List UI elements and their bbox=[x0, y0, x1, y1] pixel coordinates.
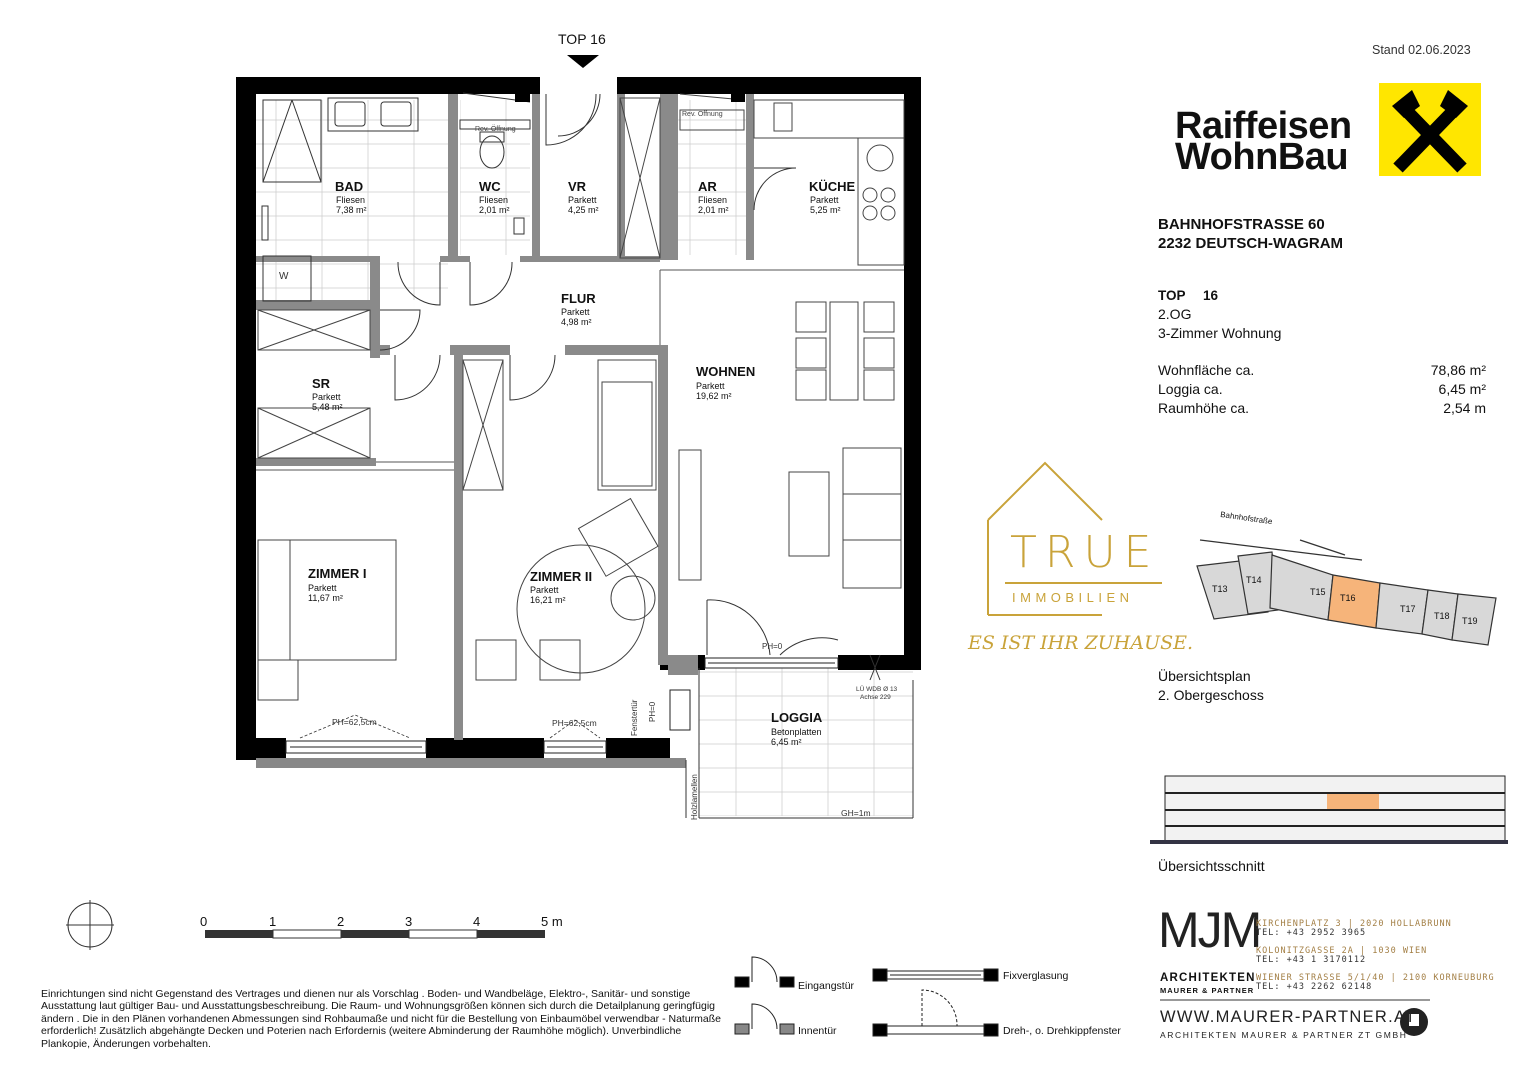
scale-tick-3: 3 bbox=[405, 914, 413, 929]
room-zimmer2-area: 16,21 m² bbox=[530, 595, 566, 605]
room-kueche-area: 5,25 m² bbox=[810, 205, 841, 215]
legend-symbols bbox=[735, 957, 998, 1036]
room-wohnen-name: WOHNEN bbox=[696, 364, 756, 379]
architect-tel-2: TEL: +43 1 3170112 bbox=[1256, 955, 1367, 965]
room-zimmer1-name: ZIMMER I bbox=[308, 566, 367, 581]
washer-label: W bbox=[279, 271, 289, 282]
architect-addr-1: KIRCHENPLATZ 3 | 2020 HOLLABRUNN bbox=[1256, 919, 1452, 929]
architect-addr-2: KOLONITZGASSE 2A | 1030 WIEN bbox=[1256, 946, 1428, 956]
room-vr-name: VR bbox=[568, 179, 587, 194]
scale-tick-5: 5 m bbox=[541, 914, 563, 929]
address-city: 2232 DEUTSCH-WAGRAM bbox=[1158, 235, 1344, 252]
room-zimmer2-floor: Parkett bbox=[530, 585, 559, 595]
unit-top-number: 16 bbox=[1203, 288, 1219, 303]
true-logo-sub: IMMOBILIEN bbox=[1012, 590, 1134, 605]
overview-unit-t14: T14 bbox=[1246, 575, 1262, 585]
room-wc-name: WC bbox=[479, 179, 501, 194]
architect-addr-3: WIENER STRASSE 5/1/40 | 2100 KORNEUBURG bbox=[1256, 973, 1495, 983]
room-bad-floor: Fliesen bbox=[336, 195, 366, 205]
overview-caption-1: Übersichtsplan bbox=[1158, 668, 1251, 684]
room-sr-area: 5,48 m² bbox=[312, 402, 343, 412]
overview-unit-t17: T17 bbox=[1400, 604, 1416, 614]
rev-opening-wc: Rev. Öffnung bbox=[475, 126, 516, 133]
zimmer1-bed bbox=[258, 540, 396, 700]
gh-label: GH=1m bbox=[841, 808, 871, 818]
unit-type: 3-Zimmer Wohnung bbox=[1158, 325, 1282, 341]
room-zimmer1-area: 11,67 m² bbox=[308, 593, 343, 603]
axis-note-1: LÜ WDB Ø 13 bbox=[856, 686, 898, 693]
room-kueche-name: KÜCHE bbox=[809, 179, 856, 194]
overview-unit-t19: T19 bbox=[1462, 616, 1478, 626]
room-wc-area: 2,01 m² bbox=[479, 205, 510, 215]
architect-tel-3: TEL: +43 2262 62148 bbox=[1256, 982, 1373, 992]
overview-street-label: Bahnhofstraße bbox=[1219, 510, 1273, 527]
holzlamellen-label: Holzlamellen bbox=[690, 774, 699, 820]
overview-unit-t15: T15 bbox=[1310, 587, 1326, 597]
unit-top-label: TOP bbox=[1158, 288, 1186, 303]
overview-unit-t16: T16 bbox=[1340, 593, 1356, 603]
room-zimmer1-floor: Parkett bbox=[308, 583, 337, 593]
overview-section bbox=[1150, 776, 1508, 844]
room-ar-name: AR bbox=[698, 179, 717, 194]
wc-tiles bbox=[460, 100, 530, 255]
room-kueche-floor: Parkett bbox=[810, 195, 839, 205]
top-marker-label: TOP 16 bbox=[558, 31, 606, 47]
scale-tick-0: 0 bbox=[200, 914, 208, 929]
legend-innentuer: Innentür bbox=[798, 1025, 837, 1037]
room-loggia-name: LOGGIA bbox=[771, 710, 823, 725]
axis-note-2: Achse 229 bbox=[860, 694, 891, 701]
architect-name-1: ARCHITEKTEN bbox=[1160, 972, 1256, 984]
architect-company: ARCHITEKTEN MAURER & PARTNER ZT GMBH bbox=[1160, 1030, 1408, 1040]
zimmer2-furniture bbox=[463, 360, 658, 680]
brand-line-2: WohnBau bbox=[1175, 136, 1349, 178]
room-vr-area: 4,25 m² bbox=[568, 205, 599, 215]
stat-label-wohnflaeche: Wohnfläche ca. bbox=[1158, 362, 1255, 378]
room-wc-floor: Fliesen bbox=[479, 195, 509, 205]
room-vr-floor: Parkett bbox=[568, 195, 597, 205]
ph-zimmer2: PH=62,5cm bbox=[552, 718, 597, 728]
overview-caption-2: 2. Obergeschoss bbox=[1158, 687, 1264, 703]
room-bad-area: 7,38 m² bbox=[336, 205, 367, 215]
true-logo-word: TRUE bbox=[1010, 527, 1160, 578]
ph-zimmer1: PH=62,5cm bbox=[332, 717, 377, 727]
stat-label-raumhoehe: Raumhöhe ca. bbox=[1158, 400, 1250, 416]
ar-tiles bbox=[676, 100, 746, 255]
architect-url: WWW.MAURER-PARTNER.AT bbox=[1160, 1008, 1417, 1026]
scale-tick-4: 4 bbox=[473, 914, 481, 929]
room-loggia-area: 6,45 m² bbox=[771, 737, 802, 747]
room-zimmer2-name: ZIMMER II bbox=[530, 569, 593, 584]
stat-label-loggia: Loggia ca. bbox=[1158, 381, 1223, 397]
room-flur-name: FLUR bbox=[561, 291, 596, 306]
room-sr-name: SR bbox=[312, 376, 331, 391]
address-street: BAHNHOFSTRASSE 60 bbox=[1158, 216, 1325, 233]
scale-tick-1: 1 bbox=[269, 914, 277, 929]
north-arrow bbox=[66, 900, 114, 950]
overview-unit-t18: T18 bbox=[1434, 611, 1450, 621]
entrance-marker bbox=[567, 55, 599, 68]
vr-wardrobe bbox=[620, 98, 660, 258]
architect-tel-1: TEL: +43 2952 3965 bbox=[1256, 928, 1367, 938]
unit-floor: 2.OG bbox=[1158, 306, 1192, 322]
room-loggia-floor: Betonplatten bbox=[771, 727, 822, 737]
raiffeisen-logo bbox=[1379, 83, 1481, 176]
overview-unit-t13: T13 bbox=[1212, 584, 1228, 594]
brand-line-1: Raiffeisen bbox=[1175, 105, 1352, 147]
room-flur-floor: Parkett bbox=[561, 307, 590, 317]
facade-band bbox=[256, 758, 686, 768]
room-bad-name: BAD bbox=[335, 179, 364, 194]
disclaimer-text: Einrichtungen sind nicht Gegenstand des Vertrages und dienen nur als Vorschlag . Boden- und Wandbeläge, Elektro-, Sanitär- und sonstige Ausstattung laut gültiger Bau- und Ausstattungsbeschreibung. Die Raum- und Wohnungsgrößen können sich durch die Detailplanung geringfügig ändern . Die in den Plänen vorhandenen Abmessungen sind Rohbaumaße und nicht für die Bestellung von Einbaumöbel verwendbar - Naturmaße erforderlich! Zusätzlich abgehängte Decken und Poterien nach Erfordernis (weitere Abminderung der Raumhöhe möglich). Unverbindliche Plankopie, Änderungen vorbehalten. bbox=[41, 988, 722, 1050]
room-flur-area: 4,98 m² bbox=[561, 317, 592, 327]
architect-name-2: MAURER & PARTNER bbox=[1160, 986, 1255, 995]
stat-value-raumhoehe: 2,54 m bbox=[1443, 400, 1486, 416]
section-caption: Übersichtsschnitt bbox=[1158, 858, 1265, 874]
legend-fixverglasung: Fixverglasung bbox=[1003, 970, 1069, 982]
true-slogan: ES IST IHR ZUHAUSE. bbox=[968, 632, 1194, 654]
room-sr-floor: Parkett bbox=[312, 392, 341, 402]
scale-tick-2: 2 bbox=[337, 914, 345, 929]
architect-monogram: MJM bbox=[1158, 902, 1261, 958]
room-ar-area: 2,01 m² bbox=[698, 205, 729, 215]
room-wohnen-floor: Parkett bbox=[696, 381, 725, 391]
legend-drehfenster: Dreh-, o. Drehkippfenster bbox=[1003, 1025, 1121, 1037]
fenstertuer-label: Fenstertür bbox=[630, 699, 639, 736]
legend-eingangstuer: Eingangstür bbox=[798, 980, 855, 992]
scale-bar bbox=[205, 930, 545, 938]
room-wohnen-area: 19,62 m² bbox=[696, 391, 732, 401]
ph-wohnen: PH=0 bbox=[762, 642, 783, 651]
wohnen-furniture bbox=[679, 302, 901, 588]
stat-value-loggia: 6,45 m² bbox=[1438, 381, 1486, 397]
stat-value-wohnflaeche: 78,86 m² bbox=[1430, 362, 1486, 378]
plan-date: Stand 02.06.2023 bbox=[1372, 43, 1471, 57]
room-ar-floor: Fliesen bbox=[698, 195, 728, 205]
ph-fenstertuer: PH=0 bbox=[648, 701, 657, 722]
rev-opening-ar: Rev. Öffnung bbox=[682, 111, 723, 118]
